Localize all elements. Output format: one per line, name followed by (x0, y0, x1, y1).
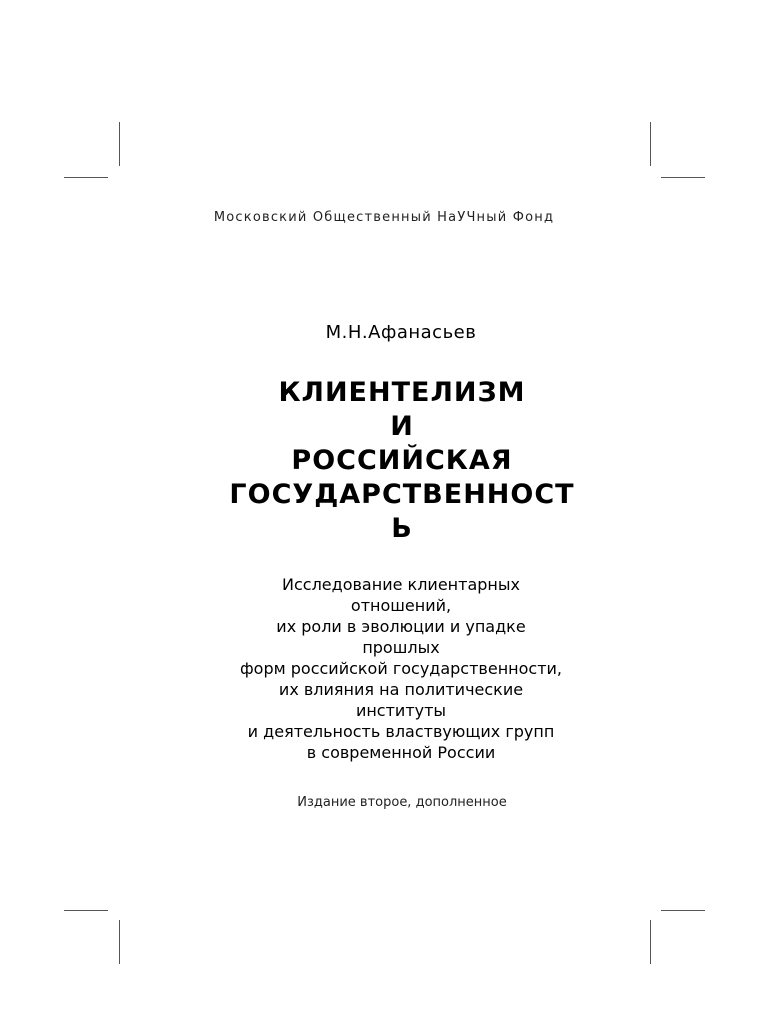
title-line: И (390, 411, 414, 442)
edition-note: Издание второе, дополненное (297, 795, 507, 810)
subtitle-line: форм российской государственности, (239, 659, 563, 678)
title-line: ГОСУДАРСТВЕННОСТ (229, 479, 575, 510)
subtitle-line: в современной России (306, 743, 496, 762)
crop-mark-bottom-right-vertical (650, 920, 651, 964)
crop-mark-top-right-horizontal (661, 177, 705, 178)
subtitle-line: прошлых (362, 638, 440, 657)
subtitle-line: и деятельность властвующих групп (247, 722, 555, 741)
title-line: КЛИЕНТЕЛИЗМ (278, 377, 526, 408)
title-line: Ь (391, 513, 413, 544)
crop-mark-bottom-right-horizontal (661, 910, 705, 911)
crop-mark-top-left-horizontal (64, 177, 108, 178)
crop-mark-bottom-left-horizontal (64, 910, 108, 911)
book-title (0, 376, 768, 546)
subtitle-line: их роли в эволюции и упадке (276, 617, 526, 636)
subtitle-line: отношений, (350, 596, 452, 615)
crop-mark-top-left-vertical (119, 122, 120, 166)
publisher-name: Московский Общественный НаУЧный Фонд (213, 210, 555, 225)
subtitle-line: их влияния на политические (278, 680, 524, 699)
book-subtitle (0, 574, 768, 763)
author-name: М.Н.Афанасьев (325, 322, 477, 343)
title-line: РОССИЙСКАЯ (291, 445, 513, 476)
crop-mark-bottom-left-vertical (119, 920, 120, 964)
crop-mark-top-right-vertical (650, 122, 651, 166)
subtitle-line: Исследование клиентарных (282, 575, 520, 594)
subtitle-line: институты (355, 701, 447, 720)
